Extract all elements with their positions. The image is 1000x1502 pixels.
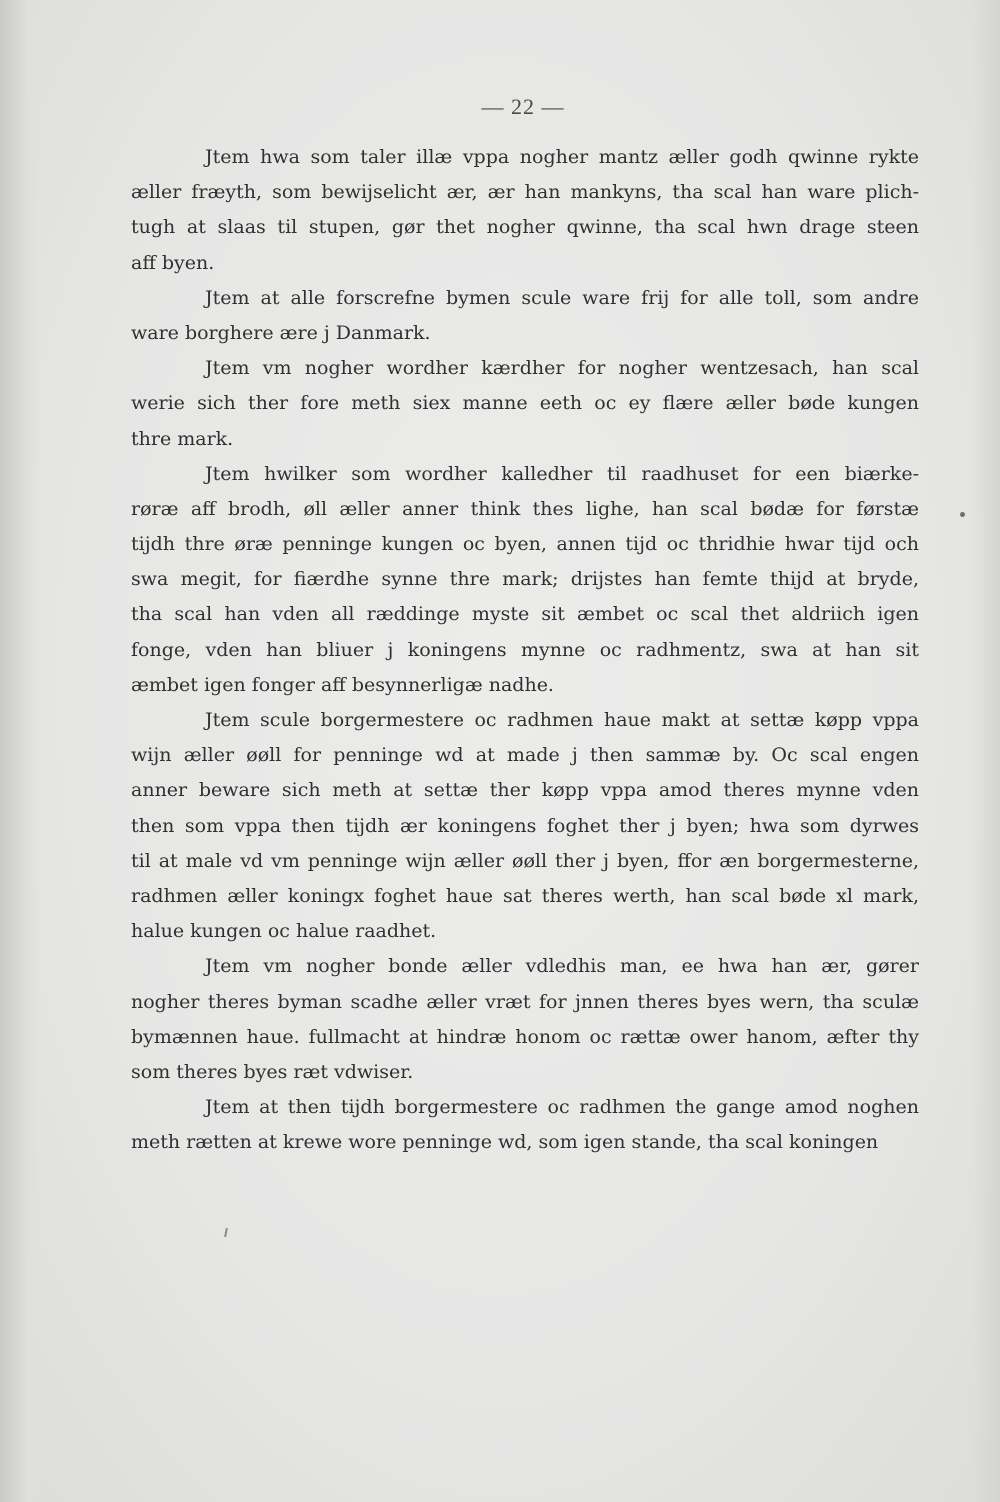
text-line: som theres byes ræt vdwiser. <box>131 1060 414 1083</box>
text-line: halue kungen oc halue raadhet. <box>131 920 437 943</box>
text-line: Jtem vm nogher wordher kærdher for nogher wentzesach, han scal <box>205 357 919 380</box>
text-line: Jtem at alle forscrefne bymen scule ware frij for alle toll, som andre <box>205 286 919 309</box>
text-line: anner beware sich meth at settæ ther køpp vppa amod theres mynne vden <box>131 779 919 802</box>
margin-speck <box>960 512 965 517</box>
text-line: wijn æller øøll for penninge wd at made j then sammæ by. Oc scal engen <box>131 744 919 767</box>
text-line: æmbet igen fonger aff besynnerligæ nadhe. <box>131 673 554 696</box>
text-line: thre mark. <box>131 427 234 450</box>
text-line: meth rætten at krewe wore penninge wd, som igen stande, tha scal koningen <box>131 1131 879 1154</box>
paragraph <box>131 281 919 351</box>
text-line: bymænnen haue. fullmacht at hindræ honom oc rættæ ower hanom, æfter thy <box>131 1025 919 1048</box>
text-line: Jtem scule borgermestere oc radhmen haue makt at settæ køpp vppa <box>205 709 919 731</box>
text-line: radhmen æller koningx foghet haue sat theres werth, han scal bøde xl mark, <box>131 884 919 907</box>
paragraph <box>131 457 919 703</box>
text-line: tijdh thre øræ penninge kungen oc byen, annen tijd oc thridhie hwar tijd och <box>131 533 919 556</box>
text-line: nogher theres byman scadhe æller vræt for jnnen theres byes wern, tha sculæ <box>131 990 919 1013</box>
text-line: røræ aff brodh, øll æller anner think thes lighe, han scal bødæ for førstæ <box>131 497 919 520</box>
text-line: ware borghere ære j Danmark. <box>131 321 431 344</box>
paragraph <box>131 703 919 949</box>
paragraph <box>131 1090 919 1160</box>
margin-mark <box>224 1228 228 1237</box>
text-line: Jtem at then tijdh borgermestere oc radhmen the gange amod noghen <box>205 1096 919 1119</box>
text-line: fonge, vden han bliuer j koningens mynne oc radhmentz, swa at han sit <box>131 638 919 661</box>
page-number: — 22 — <box>481 94 565 119</box>
paragraph <box>131 140 919 281</box>
paragraph <box>131 351 919 457</box>
text-line: werie sich ther fore meth siex manne eeth oc ey flære æller bøde kungen <box>131 392 919 415</box>
text-line: aff byen. <box>131 251 215 274</box>
paragraph <box>131 949 919 1090</box>
text-line: æller fræyth, som bewijselicht ær, ær han mankyns, tha scal han ware plich- <box>131 181 919 204</box>
text-line: Jtem hwilker som wordher kalledher til raadhuset for een biærke- <box>205 462 919 485</box>
body-text <box>131 140 919 1160</box>
page-binding-shadow <box>0 0 40 1502</box>
page-edge-shadow <box>972 0 1000 1502</box>
text-line: swa megit, for fiærdhe synne thre mark; drijstes han femte thijd at bryde, <box>131 568 919 591</box>
text-line: Jtem hwa som taler illæ vppa nogher mantz æller godh qwinne rykte <box>205 146 919 168</box>
text-line: tha scal han vden all ræddinge myste sit æmbet oc scal thet aldriich igen <box>131 603 919 626</box>
text-line: tugh at slaas til stupen, gør thet nogher qwinne, tha scal hwn drage steen <box>131 216 919 239</box>
text-line: Jtem vm nogher bonde æller vdledhis man, ee hwa han ær, gører <box>205 955 919 978</box>
text-line: then som vppa then tijdh ær koningens foghet ther j byen; hwa som dyrwes <box>131 814 919 837</box>
text-line: til at male vd vm penninge wijn æller øøll ther j byen, ffor æn borgermesterne, <box>131 849 919 872</box>
